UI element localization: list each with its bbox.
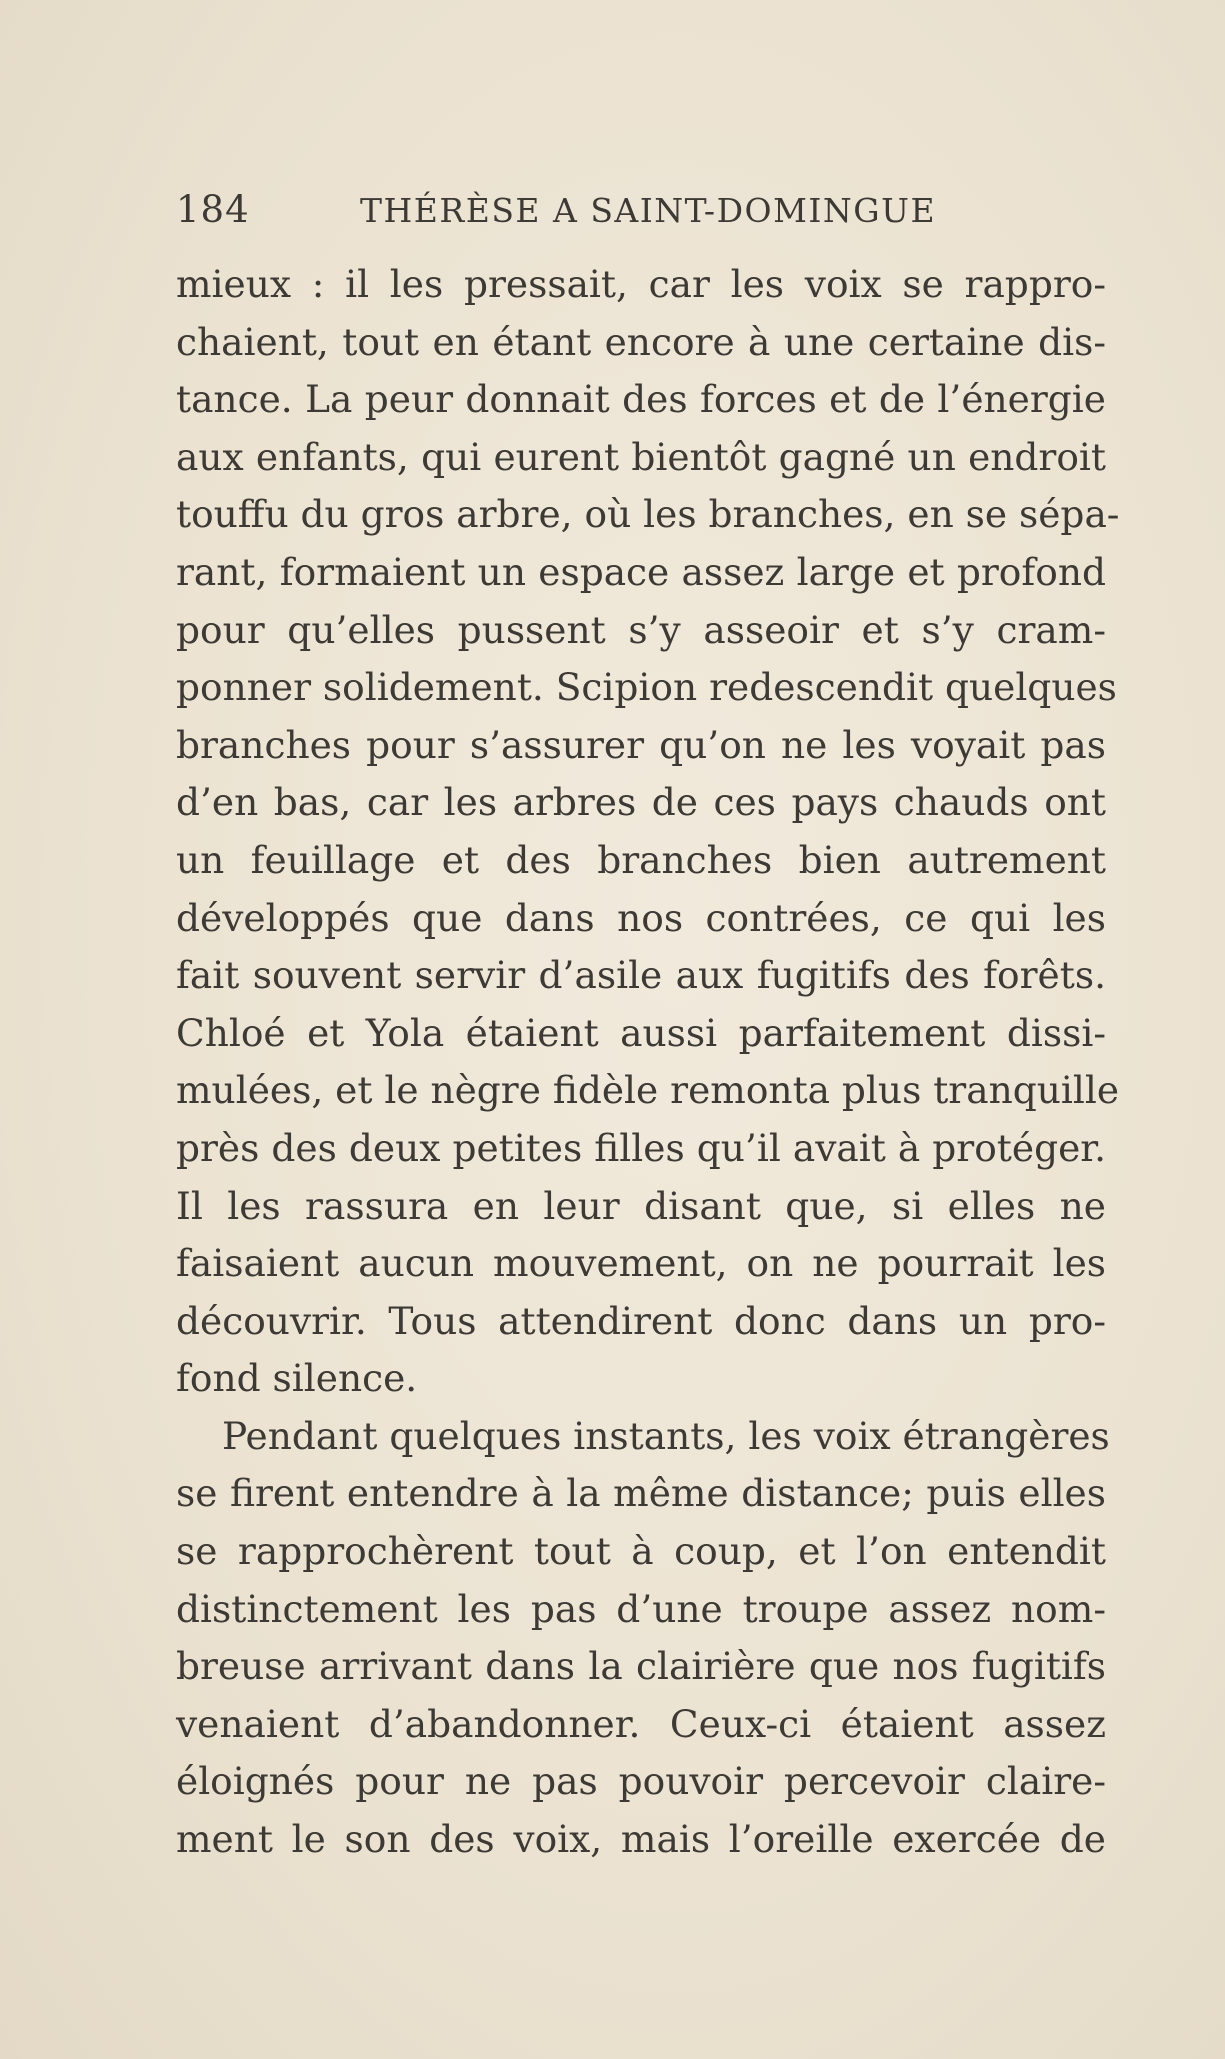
text-line: près des deux petites filles qu’il avait à protéger. <box>176 1125 1106 1170</box>
text-line: Il les rassura en leur disant que, si elles ne <box>176 1183 1106 1228</box>
text-line: fond silence. <box>176 1356 418 1401</box>
text-line: se rapprochèrent tout à coup, et l’on entendit <box>176 1529 1106 1574</box>
text-line: développés que dans nos contrées, ce qui les <box>176 895 1106 940</box>
text-line: pour qu’elles pussent s’y asseoir et s’y cram- <box>176 607 1106 652</box>
page-number: 184 <box>176 188 250 231</box>
text-line: distinctement les pas d’une troupe assez nom- <box>176 1586 1106 1631</box>
text-line: venaient d’abandonner. Ceux-ci étaient assez <box>176 1701 1106 1746</box>
text-line: mulées, et le nègre fidèle remonta plus tranquille <box>176 1068 1120 1113</box>
running-title: THÉRÈSE A SAINT-DOMINGUE <box>360 191 937 230</box>
text-line: un feuillage et des branches bien autrement <box>176 837 1106 882</box>
text-line: chaient, tout en étant encore à une certaine dis- <box>176 319 1106 364</box>
text-line: Chloé et Yola étaient aussi parfaitement dissi- <box>176 1010 1106 1055</box>
text-line: Pendant quelques instants, les voix étrangères <box>222 1413 1110 1458</box>
text-line: branches pour s’assurer qu’on ne les voyait pas <box>176 722 1106 767</box>
text-line: touffu du gros arbre, où les branches, en se sépa- <box>176 492 1120 537</box>
text-line: tance. La peur donnait des forces et de l’énergie <box>176 377 1106 422</box>
text-line: fait souvent servir d’asile aux fugitifs des forêts. <box>176 953 1106 998</box>
text-line: mieux : il les pressait, car les voix se rappro- <box>176 262 1106 306</box>
text-line: découvrir. Tous attendirent donc dans un pro- <box>176 1298 1106 1343</box>
text-line: ment le son des voix, mais l’oreille exercée de <box>176 1817 1106 1862</box>
text-line: aux enfants, qui eurent bientôt gagné un endroit <box>176 434 1106 479</box>
text-line: d’en bas, car les arbres de ces pays chauds ont <box>176 780 1106 825</box>
text-line: rant, formaient un espace assez large et profond <box>176 549 1106 594</box>
text-line: éloignés pour ne pas pouvoir percevoir claire- <box>176 1759 1106 1804</box>
body-text <box>176 256 1120 1869</box>
text-line: se firent entendre à la même distance; puis elles <box>176 1471 1106 1516</box>
text-line: breuse arrivant dans la clairière que nos fugitifs <box>176 1644 1106 1689</box>
running-head <box>176 188 936 238</box>
paragraph-1 <box>176 256 1120 1408</box>
text-line: ponner solidement. Scipion redescendit quelques <box>176 665 1117 710</box>
paragraph-2 <box>176 1408 1110 1869</box>
text-line: faisaient aucun mouvement, on ne pourrait les <box>176 1241 1106 1286</box>
